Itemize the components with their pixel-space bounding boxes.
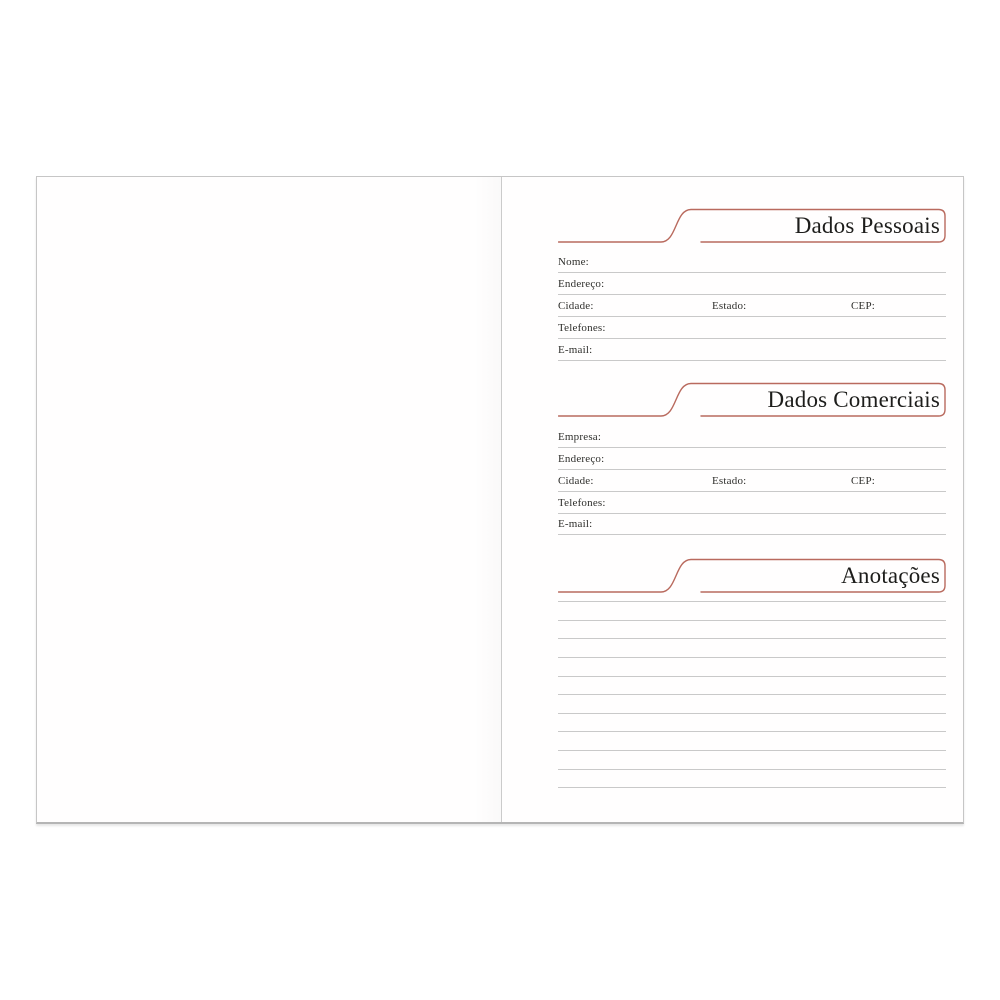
field-label: E-mail:	[558, 518, 593, 531]
open-book-spread	[36, 176, 964, 824]
field-label: Cidade:	[558, 474, 594, 487]
field-row-telefones	[558, 317, 946, 339]
field-label: Empresa:	[558, 431, 602, 444]
field-row-telefones	[558, 492, 946, 514]
field-label: Telefones:	[558, 321, 606, 334]
field-label: Telefones:	[558, 496, 606, 509]
ruled-line	[558, 770, 946, 789]
left-page-blank	[37, 177, 501, 822]
field-row-endereco	[558, 273, 946, 295]
field-label: Nome:	[558, 256, 589, 269]
ruled-line	[558, 732, 946, 751]
field-label: Endereço:	[558, 453, 605, 466]
ruled-line	[558, 714, 946, 733]
dados-comerciais-fields	[558, 427, 946, 536]
field-row-nome	[558, 252, 946, 274]
dados-pessoais-fields	[558, 252, 946, 361]
field-row-email	[558, 514, 946, 536]
field-label: Cidade:	[558, 300, 594, 313]
ruled-line	[558, 621, 946, 640]
anotacoes-ruled-lines	[558, 584, 946, 789]
field-label: Estado:	[712, 300, 747, 313]
field-row-endereco	[558, 448, 946, 470]
field-row-cidade-estado-cep	[558, 470, 946, 492]
field-row-empresa	[558, 427, 946, 449]
section-title: Dados Comerciais	[767, 387, 940, 412]
ruled-line	[558, 751, 946, 770]
field-label: Estado:	[712, 474, 747, 487]
ruled-line	[558, 584, 946, 603]
ruled-line	[558, 695, 946, 714]
ruled-line	[558, 602, 946, 621]
field-label: Endereço:	[558, 278, 605, 291]
field-label: E-mail:	[558, 343, 593, 356]
section-title: Dados Pessoais	[794, 213, 940, 238]
field-row-email	[558, 339, 946, 361]
section-tab-dados-comerciais	[558, 382, 946, 418]
field-label: CEP:	[851, 300, 876, 313]
ruled-line	[558, 658, 946, 677]
field-label: CEP:	[851, 474, 876, 487]
field-row-cidade-estado-cep	[558, 295, 946, 317]
ruled-line	[558, 677, 946, 696]
ruled-line	[558, 639, 946, 658]
right-page-content	[558, 177, 946, 822]
section-tab-dados-pessoais	[558, 208, 946, 244]
section-title: Anotações	[841, 563, 940, 588]
